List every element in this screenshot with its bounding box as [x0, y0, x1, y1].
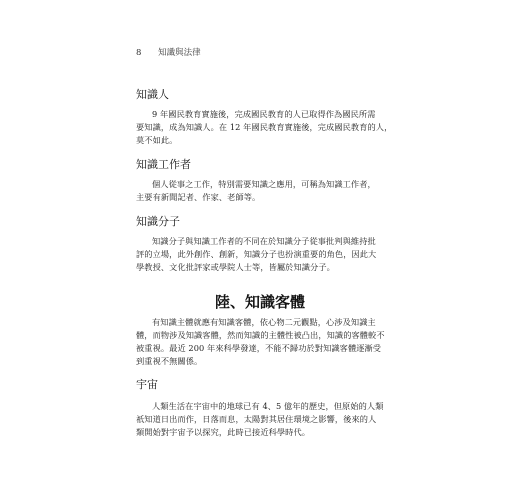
section-paragraph-intellectual [136, 235, 394, 274]
paragraph-line: 有知識主體就應有知識客體，依心物二元觀點，心涉及知識主 [152, 317, 376, 327]
page-number: 8 [136, 48, 142, 58]
chapter-paragraph [136, 316, 394, 368]
paragraph-line: 學教授、文化批評家或學院人士等，皆屬於知識分子。 [136, 262, 335, 272]
paragraph-line: 評的立場，此外創作、創新，知識分子也扮演重要的角色，因此大 [136, 249, 377, 259]
paragraph-line: 莫不如此。 [136, 135, 178, 145]
section-heading-knowledge-worker: 知識工作者 [136, 158, 191, 171]
paragraph-line: 主要有新聞記者、作家、老師等。 [136, 192, 261, 202]
section-paragraph-knowledge-worker [136, 178, 394, 204]
section-paragraph-universe [136, 400, 394, 439]
paragraph-line: 9 年國民教育實施後，完成國民教育的人已取得作為國民所需 [152, 109, 376, 119]
paragraph-line: 體，而物涉及知識客體，然而知識的主體性被凸出，知識的客體較不 [136, 330, 385, 340]
section-heading-intellectual: 知識分子 [136, 215, 180, 228]
paragraph-line: 類開始對宇宙予以探究，此時已接近科學時代。 [136, 427, 311, 437]
paragraph-line: 被重視。最近 200 年來科學發達，不能不歸功於對知識客體逐漸受 [136, 343, 382, 353]
section-heading-knowledge-person: 知識人 [136, 88, 169, 101]
paragraph-line: 要知識，成為知識人。在 12 年國民教育實施後，完成國民教育的人， [136, 122, 393, 132]
paragraph-line: 到重視不無關係。 [136, 356, 203, 366]
section-paragraph-knowledge-person [136, 108, 394, 147]
paragraph-line: 祇知道日出而作，日落而息，太陽對其居住環境之影響，後來的人 [136, 414, 377, 424]
paragraph-line: 人類生活在宇宙中的地球已有 4、5 億年的歷史，但原始的人類 [152, 401, 384, 411]
chapter-title: 陸、知識客體 [214, 293, 305, 311]
paragraph-line: 個人從事之工作，特別需要知識之應用，可稱為知識工作者， [152, 179, 376, 189]
paragraph-line: 知識分子與知識工作者的不同在於知識分子從事批判與維持批 [152, 236, 376, 246]
running-header-title: 知識與法律 [158, 48, 201, 58]
section-heading-universe: 宇宙 [136, 378, 158, 391]
running-header [136, 46, 201, 58]
